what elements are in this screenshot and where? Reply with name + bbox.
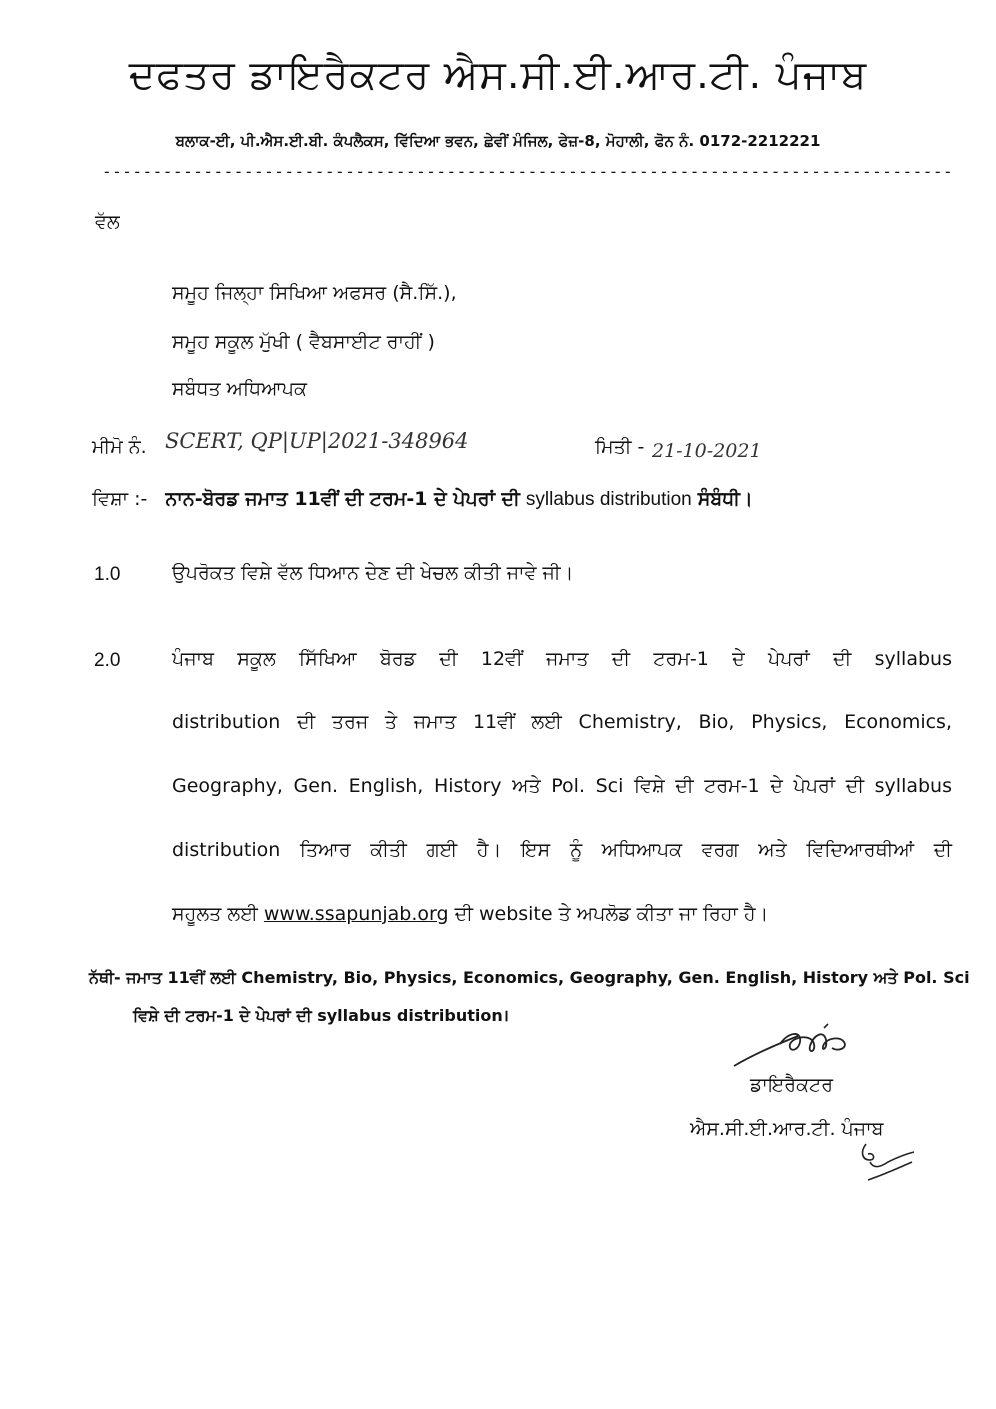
subject-text: ਨਾਨ-ਬੋਰਡ ਜਮਾਤ 11ਵੀਂ ਦੀ ਟਰਮ-1 ਦੇ ਪੇਪਰਾਂ ਦੀ: [165, 488, 520, 510]
paragraph-2-line-2: distribution ਦੀ ਤਰਜ ਤੇ ਜਮਾਤ 11ਵੀਂ ਲਈ Chemistry, Bio, Physics, Economics,: [172, 711, 952, 733]
paragraph-1-text: ਉਪਰੋਕਤ ਵਿਸ਼ੇ ਵੱਲ ਧਿਆਨ ਦੇਣ ਦੀ ਖੇਚਲ ਕੀਤੀ ਜਾਵੇ ਜੀ।: [172, 562, 574, 584]
date-value: 21-10-2021: [652, 440, 762, 462]
recipient-line-1: ਸਮੂਹ ਜਿਲ੍ਹਾ ਸਿਖਿਆ ਅਫਸਰ (ਸੈ.ਸਿੱ.),: [172, 282, 457, 304]
subject-label: ਵਿਸ਼ਾ :-: [92, 488, 148, 510]
handwritten-signature: [728, 1022, 868, 1074]
paragraph-2-line-4: distribution ਤਿਆਰ ਕੀਤੀ ਗਈ ਹੈ। ਇਸ ਨੂੰ ਅਧਿਆਪਕ ਵਰਗ ਅਤੇ ਵਿਦਿਆਰਥੀਆਂ ਦੀ: [172, 839, 952, 861]
signatory-designation: ਡਾਇਰੈਕਟਰ: [750, 1074, 833, 1096]
paragraph-1-number: 1.0: [94, 564, 121, 585]
letterhead-title: ਦਫਤਰ ਡਾਇਰੈਕਟਰ ਐਸ.ਸੀ.ਈ.ਆਰ.ਟੀ. ਪੰਜਾਬ: [128, 52, 868, 98]
initials-mark: [846, 1140, 916, 1188]
separator-line: ------------------------------------------------------------------------------------: [102, 162, 954, 181]
paragraph-2-line-5: [172, 903, 768, 925]
subject-line: [92, 488, 753, 511]
recipient-line-3: ਸਬੰਧਤ ਅਧਿਆਪਕ: [172, 378, 307, 400]
memo-number: SCERT, QP|UP|2021-348964: [165, 429, 469, 453]
enclosure-note-line-1: ਨੱਥੀ- ਜਮਾਤ 11ਵੀਂ ਲਈ Chemistry, Bio, Physics, Economics, Geography, Gen. English, History ਅਤੇ Pol. Sci: [89, 968, 970, 987]
paragraph-2-number: 2.0: [94, 650, 121, 671]
signatory-organization: ਐਸ.ਸੀ.ਈ.ਆਰ.ਟੀ. ਪੰਜਾਬ: [690, 1118, 884, 1140]
subject-text-end: ਸੰਬੰਧੀ।: [697, 488, 753, 510]
date-label: ਮਿਤੀ -: [595, 436, 645, 458]
website-link[interactable]: www.ssapunjab.org: [263, 903, 449, 925]
paragraph-2-line-1: ਪੰਜਾਬ ਸਕੂਲ ਸਿੱਖਿਆ ਬੋਰਡ ਦੀ 12ਵੀਂ ਜਮਾਤ ਦੀ ਟਰਮ-1 ਦੇ ਪੇਪਰਾਂ ਦੀ syllabus: [172, 648, 952, 670]
subject-text-english: syllabus distribution: [525, 489, 692, 510]
to-label: ਵੱਲ: [95, 211, 120, 233]
paragraph-2-line-3: Geography, Gen. English, History ਅਤੇ Pol. Sci ਵਿਸ਼ੇ ਦੀ ਟਰਮ-1 ਦੇ ਪੇਪਰਾਂ ਦੀ syllabus: [172, 775, 952, 797]
paragraph-2-last-suffix: ਦੀ website ਤੇ ਅਪਲੋਡ ਕੀਤਾ ਜਾ ਰਿਹਾ ਹੈ।: [454, 903, 769, 925]
letterhead-address: ਬਲਾਕ-ਈ, ਪੀ.ਐਸ.ਈ.ਬੀ. ਕੰਪਲੈਕਸ, ਵਿੱਦਿਆ ਭਵਨ, ਛੇਵੀਂ ਮੰਜਿਲ, ਫੇਜ਼-8, ਮੋਹਾਲੀ, ਫੋਨ ਨੰ. 0172-2212221: [175, 132, 821, 150]
enclosure-note-line-2: ਵਿਸ਼ੇ ਦੀ ਟਰਮ-1 ਦੇ ਪੇਪਰਾਂ ਦੀ syllabus distribution।: [133, 1006, 509, 1025]
paragraph-2-last-prefix: ਸਹੂਲਤ ਲਈ: [172, 903, 258, 925]
memo-label: ਮੀਮੋ ਨੰ.: [92, 436, 147, 458]
recipient-line-2: ਸਮੂਹ ਸਕੂਲ ਮੁੱਖੀ ( ਵੈਬਸਾਈਟ ਰਾਹੀਂ ): [172, 331, 435, 353]
